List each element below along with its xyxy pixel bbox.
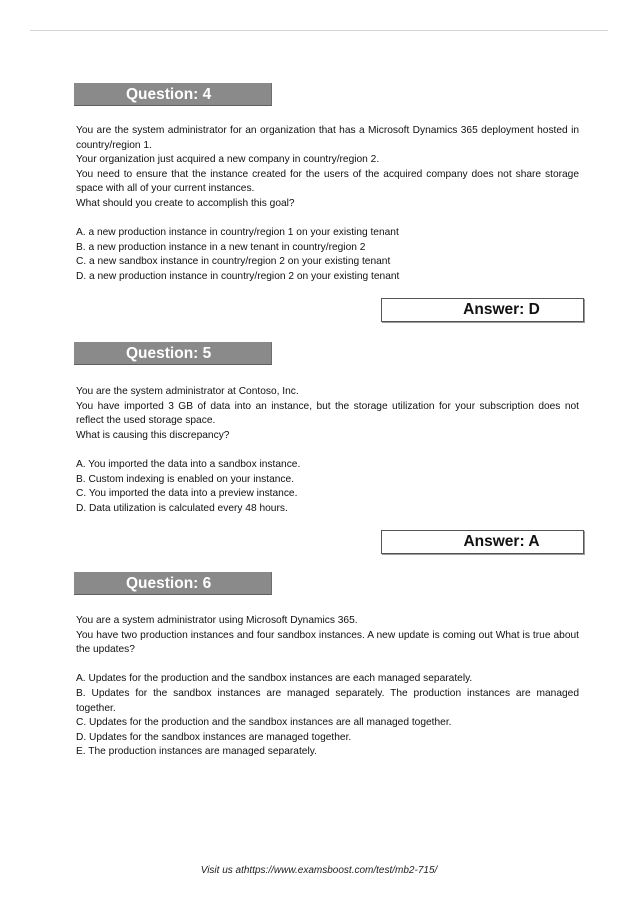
question-5-option-b: B. Custom indexing is enabled on your instance. [76, 473, 295, 485]
question-5-option-c: C. You imported the data into a preview instance. [76, 488, 298, 500]
question-6-option-b: B. Updates for the sandbox instances are managed separately. The production instances are managed together. [76, 687, 579, 714]
question-5-answer-box: Answer: A [381, 530, 584, 554]
question-6-option-c: C. Updates for the production and the sandbox instances are all managed together. [76, 717, 452, 729]
question-4-paragraph: You are the system administrator for an organization that has a Microsoft Dynamics 365 deployment hosted in country/region 1. [76, 125, 579, 151]
question-4-paragraph: What should you create to accomplish this goal? [76, 197, 295, 209]
question-4-header: Question: 4 [74, 83, 272, 106]
question-6-body [76, 614, 579, 760]
question-4-option-b: B. a new production instance in a new tenant in country/region 2 [76, 241, 366, 253]
question-4-paragraph: You need to ensure that the instance created for the users of the acquired company does not share storage space with all of your current instances. [76, 168, 579, 195]
question-6-option-e: E. The production instances are managed separately. [76, 746, 317, 758]
question-5-option-a: A. You imported the data into a sandbox instance. [76, 458, 301, 470]
top-divider [30, 30, 608, 31]
question-6-option-a: A. Updates for the production and the sandbox instances are each managed separately. [76, 673, 473, 685]
spacer [76, 443, 579, 458]
question-5-paragraph: You are the system administrator at Contoso, Inc. [76, 386, 299, 397]
question-4-option-d: D. a new production instance in country/region 2 on your existing tenant [76, 270, 400, 282]
question-5-paragraph: You have imported 3 GB of data into an instance, but the storage utilization for your subscription does not reflect the used storage space. [76, 400, 579, 427]
question-5-paragraph: What is causing this discrepancy? [76, 429, 230, 441]
question-4-answer-box: Answer: D [381, 298, 584, 322]
question-4-option-a: A. a new production instance in country/region 1 on your existing tenant [76, 227, 399, 239]
question-5-option-d: D. Data utilization is calculated every 48 hours. [76, 502, 288, 514]
spacer [76, 658, 579, 673]
question-5-header: Question: 5 [74, 342, 272, 365]
question-6-paragraph: You have two production instances and four sandbox instances. A new update is coming out What is true about the updates? [76, 629, 579, 656]
question-5-body [76, 385, 579, 516]
question-6-header: Question: 6 [74, 572, 272, 595]
question-6-paragraph: You are a system administrator using Microsoft Dynamics 365. [76, 615, 358, 626]
question-4-option-c: C. a new sandbox instance in country/region 2 on your existing tenant [76, 256, 391, 268]
footer-visit-link[interactable]: Visit us athttps://www.examsboost.com/test/mb2-715/ [200, 865, 438, 876]
question-6-option-d: D. Updates for the sandbox instances are managed together. [76, 731, 352, 743]
spacer [76, 212, 579, 227]
question-4-paragraph: Your organization just acquired a new company in country/region 2. [76, 154, 380, 166]
question-4-body [76, 124, 579, 285]
